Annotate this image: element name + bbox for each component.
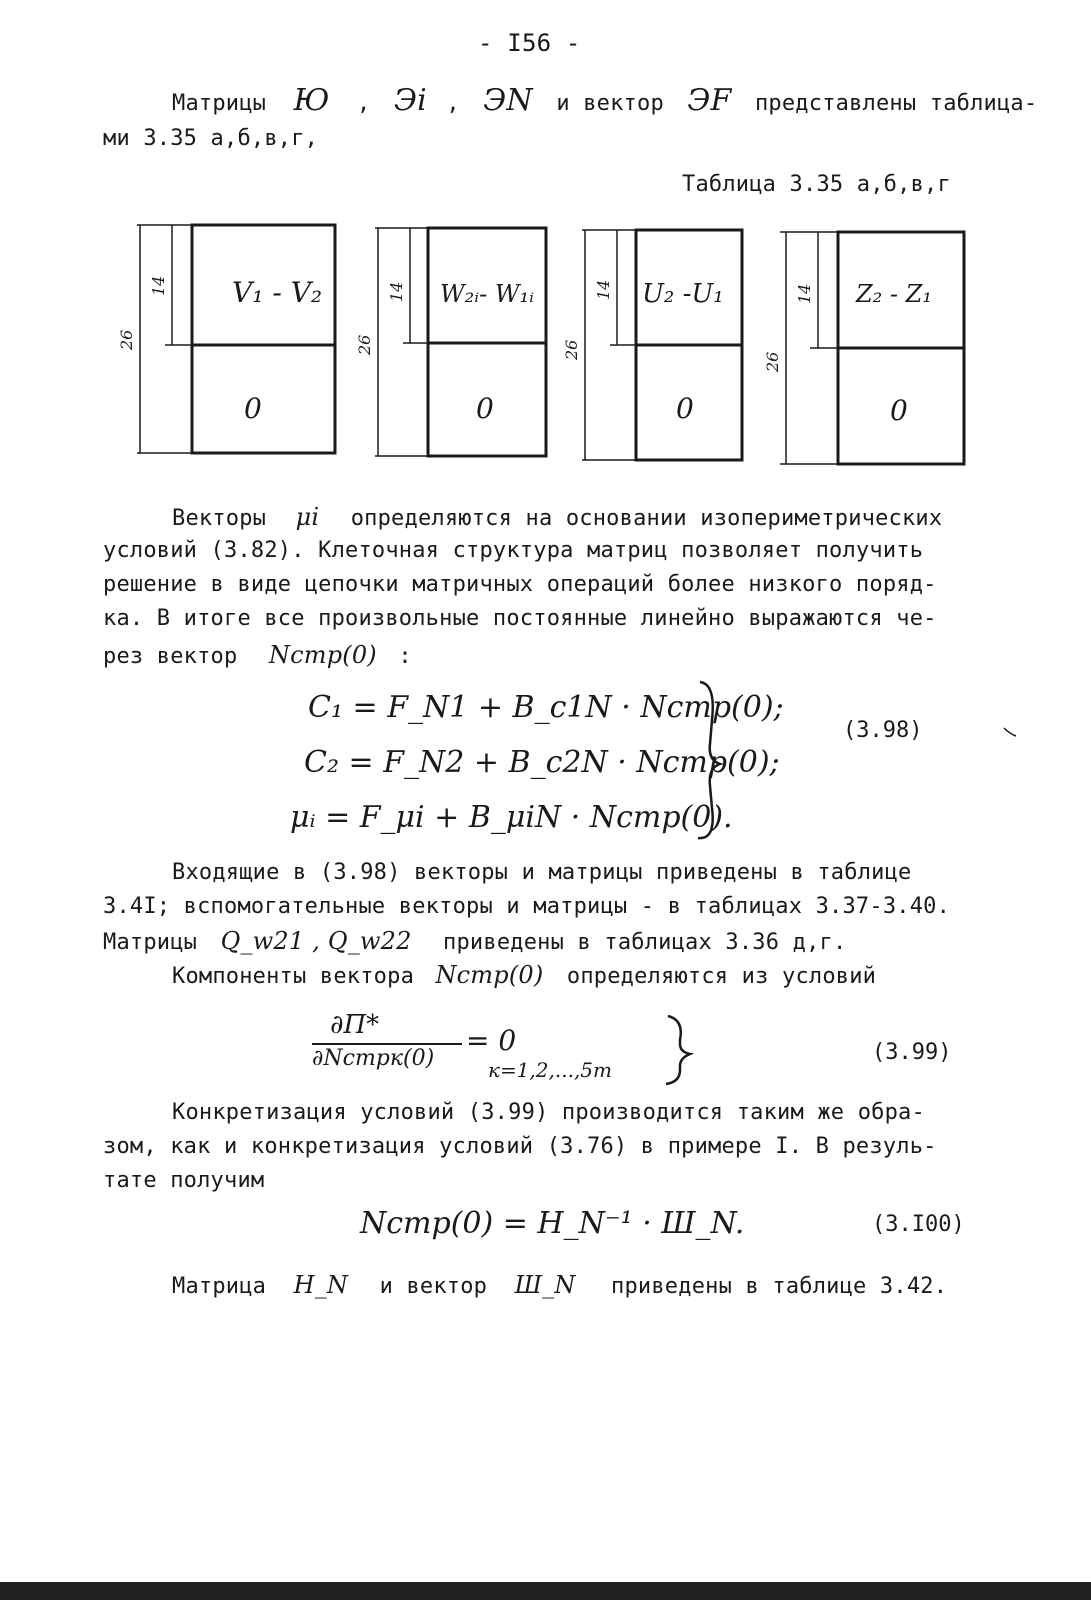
para3-line-3: тате получим: [103, 1168, 265, 1193]
para2-line-4: [172, 960, 876, 992]
page-bottom-edge: [0, 1582, 1091, 1600]
para2-l4-a: Компоненты вектора: [172, 964, 415, 989]
table-d-dim-inner: 14: [795, 283, 814, 304]
eq99-number: (3.99): [872, 1040, 952, 1065]
para3-line-2: зом, как и конкретизация условий (3.76) в примере I. В резуль-: [103, 1134, 937, 1159]
table-b: [375, 228, 546, 456]
eq100-expression: Nстр(0) = H_N⁻¹ · Ш_N.: [360, 1206, 745, 1241]
vector-symbol-ef: ЭF: [687, 83, 732, 118]
eq98-number: (3.98): [843, 718, 923, 743]
table-c-top-label: U₂ -U₁: [642, 279, 724, 309]
table-a-top-label: V₁ - V₂: [232, 276, 323, 309]
table-d-top-label: Z₂ - Z₁: [856, 280, 932, 308]
para1-l1-b: определяются на основании изопериметрических: [350, 506, 943, 531]
eq100-number: (3.I00): [872, 1212, 965, 1237]
eq99-rhs: = 0: [466, 1024, 517, 1057]
table-d: [780, 232, 964, 464]
para1-line-3: решение в виде цепочки матричных операций более низкого поряд-: [103, 572, 937, 597]
para2-line-1: Входящие в (3.98) векторы и матрицы приведены в таблице: [172, 860, 912, 885]
page-number: - I56 -: [478, 29, 581, 57]
table-b-top-label: W₂ᵢ- W₁ᵢ: [440, 280, 534, 308]
hn-symbol: H_N: [293, 1271, 349, 1299]
final-b: и вектор: [379, 1274, 488, 1299]
intro-rest: представлены таблица-: [754, 91, 1038, 116]
intro-line-2: ми 3.35 а,б,в,г,: [103, 126, 319, 151]
intro-and-vector: и вектор: [556, 91, 664, 116]
matrix-symbol-en: ЭN: [483, 83, 533, 118]
table-d-bottom-label: 0: [890, 394, 908, 427]
para2-line-2: 3.4I; вспомогательные векторы и матрицы - в таблицах 3.37-3.40.: [103, 894, 951, 919]
eq99-subscript: к=1,2,...,5m: [488, 1058, 612, 1082]
para1-line-2: условий (3.82). Клеточная структура матриц позволяет получить: [103, 538, 924, 563]
para1-l5-b: :: [398, 644, 412, 669]
table-a-dim-outer: 26: [117, 329, 136, 350]
eq98-line-3: μᵢ = F_μi + B_μiN · Nстр(0).: [290, 800, 733, 835]
table-c: [582, 230, 742, 460]
eq98-line-2: C₂ = F_N2 + B_c2N · Nстр(0);: [304, 745, 780, 780]
table-c-dim-outer: 26: [562, 339, 581, 360]
table-d-dim-outer: 26: [763, 351, 782, 372]
para2-l4-b: определяются из условий: [566, 964, 877, 989]
table-caption: Таблица 3.35 а,б,в,г: [682, 172, 951, 197]
para2-l3-b: приведены в таблицах 3.36 д,г.: [443, 930, 847, 955]
intro-comma-2: ,: [446, 91, 460, 116]
shn-symbol: Ш_N: [514, 1271, 576, 1299]
table-a-dim-inner: 14: [149, 275, 168, 296]
para1-line-5: [103, 640, 412, 672]
mu-i-symbol: μi: [295, 503, 320, 531]
nstr0-symbol-2: Nстр(0): [435, 961, 544, 989]
table-b-bottom-label: 0: [476, 392, 494, 425]
table-c-dim-inner: 14: [594, 279, 613, 300]
para3-line-1: Конкретизация условий (3.99) производится таким же обра-: [172, 1100, 925, 1125]
tables-figure: [0, 0, 1091, 480]
para1-line-1: [172, 502, 942, 534]
table-c-bottom-label: 0: [676, 392, 694, 425]
para2-line-3: [103, 926, 846, 958]
eq99-denominator: ∂Nстрк(0): [312, 1046, 435, 1071]
table-a: [137, 225, 335, 453]
matrix-symbol-ei: Эi: [393, 83, 427, 118]
para1-l5-a: рез вектор: [103, 644, 238, 669]
intro-word: Матрицы: [172, 91, 267, 116]
para1-l1-a: Векторы: [172, 506, 267, 531]
para1-line-4: ка. В итоге все произвольные постоянные линейно выражаются че-: [103, 606, 937, 631]
nstr0-symbol: Nсmр(0): [268, 641, 377, 669]
final-c: приведены в таблице 3.42.: [611, 1274, 948, 1299]
para2-l3-a: Матрицы: [103, 930, 198, 955]
eq98-line-1: C₁ = F_N1 + B_c1N · Nстр(0);: [308, 690, 784, 725]
table-b-dim-inner: 14: [387, 281, 406, 302]
table-a-bottom-label: 0: [244, 392, 262, 425]
qw-symbols: Q_w21 , Q_w22: [220, 927, 412, 955]
table-b-dim-outer: 26: [355, 334, 374, 355]
intro-comma-1: ,: [357, 91, 371, 116]
matrix-symbol-yu: Ю: [293, 83, 330, 118]
final-a: Матрица: [172, 1274, 267, 1299]
final-line: [172, 1270, 947, 1302]
eq99-numerator: ∂П*: [330, 1010, 380, 1040]
